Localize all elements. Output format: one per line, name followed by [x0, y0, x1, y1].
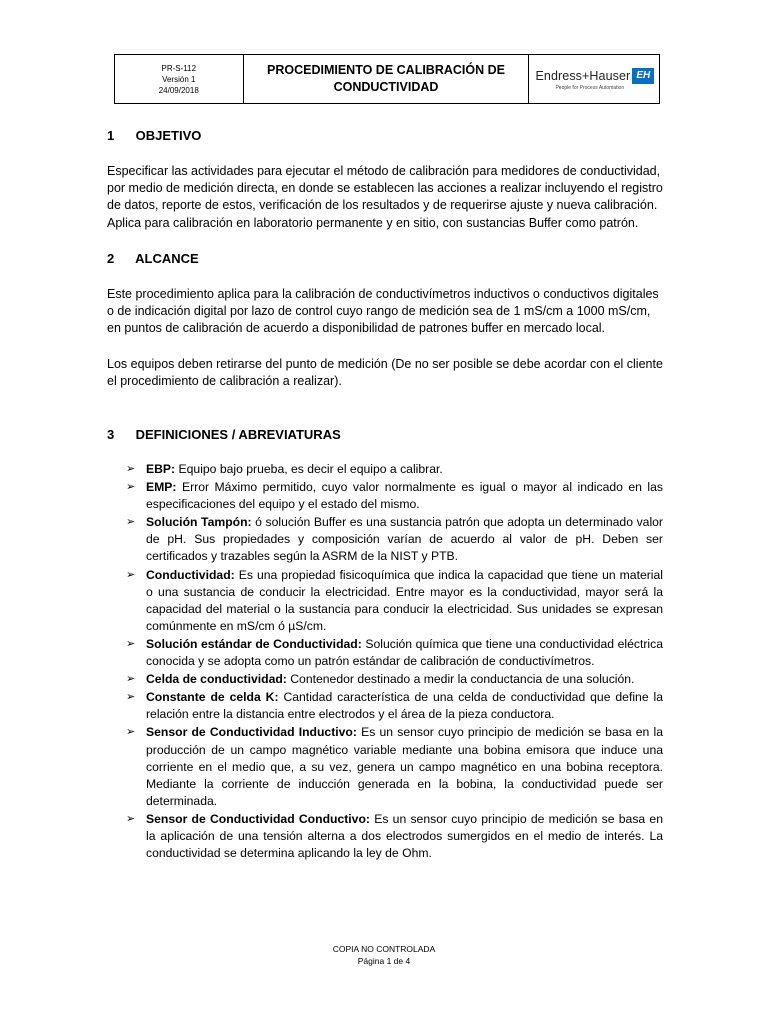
definition-term: Conductividad: [146, 567, 235, 582]
section-2-paragraph-2: Los equipos deben retirarse del punto de medición (De no ser posible se debe acordar con el cliente el procedimiento de calibración a realizar). [107, 357, 663, 389]
definition-text: Solución química que tiene una conductividad eléctrica conocida y se adopta como un patrón estándar de calibración de conductivímetros. [146, 636, 663, 669]
section-1-paragraph: Especificar las actividades para ejecutar el método de calibración para medidores de conductividad, por medio de medición directa, en donde se establecen las acciones a realizar incluyendo el registro de datos, reporte de estos, verificación de los resultados y de requerirse ajuste y nueva calibración. Aplica para calibración en laboratorio permanente y en sitio, con sustancias Buffer como patrón. [107, 164, 663, 230]
definition-item [126, 461, 663, 478]
bullet-arrow-icon: ➢ [126, 568, 136, 581]
bullet-arrow-icon: ➢ [126, 516, 136, 529]
section-1-title: OBJETIVO [135, 128, 202, 143]
footer-page-number: Página 1 de 4 [357, 956, 411, 966]
definition-term: EMP: [146, 480, 177, 495]
definition-item [126, 671, 663, 688]
definition-term: Sensor de Conductividad Conductivo: [146, 811, 370, 826]
document-title-line2: CONDUCTIVIDAD [333, 80, 439, 94]
company-logo-cell [529, 55, 659, 103]
definition-term: Sensor de Conductividad Inductivo: [146, 725, 357, 740]
definition-item [126, 811, 663, 862]
definition-text: ó solución Buffer es una sustancia patrón que adopta un determinado valor de pH. Sus propiedades y composición varían de acuerdo al valor de pH. Deben ser certificados y trazables según la ASRM de la NIST y PTB. [146, 515, 663, 564]
company-logo-text: Endress+Hauser [535, 68, 631, 83]
definition-text: Equipo bajo prueba, es decir el equipo a calibrar. [175, 462, 443, 476]
document-code: PR-S-112 [161, 63, 197, 73]
page-footer [0, 943, 768, 967]
document-version: Versión 1 [162, 74, 196, 84]
section-2-title: ALCANCE [135, 251, 199, 266]
section-2-number: 2 [107, 251, 115, 266]
section-1-heading [107, 128, 201, 143]
document-title-line1: PROCEDIMIENTO DE CALIBRACIÓN DE [267, 63, 505, 77]
definition-text: Cantidad característica de una celda de conductividad que define la relación entre la distancia entre electrodos y el área de la pieza conductora. [146, 690, 663, 722]
definition-item [126, 724, 663, 809]
definition-item [126, 514, 663, 565]
bullet-arrow-icon: ➢ [126, 673, 136, 686]
definition-text: Es un sensor cuyo principio de medición se basa en la aplicación de una tensión alterna a dos electrodos sumergidos en el medio de interés. La conductividad se determina aplicando la ley de Ohm. [146, 811, 663, 861]
definition-text: Error Máximo permitido, cuyo valor normalmente es igual o mayor al indicado en las especificaciones del equipo y el estado del mismo. [146, 480, 663, 512]
section-3-title: DEFINICIONES / ABREVIATURAS [135, 427, 341, 442]
document-meta-cell [115, 55, 244, 103]
definition-term: Celda de conductividad: [146, 672, 287, 687]
document-date: 24/09/2018 [158, 85, 199, 95]
section-3-number: 3 [107, 427, 115, 442]
definition-text: Es un sensor cuyo principio de medición se basa en la producción de un campo magnético variable mediante una bobina emisora que induce una corriente en el medio que, a su vez, genera un campo magnético en una bobina receptora. Mediante la corriente de inducción generada en la bobina, la conductividad puede ser determinada. [146, 725, 663, 808]
definition-term: Solución Tampón: [146, 515, 252, 530]
bullet-arrow-icon: ➢ [126, 812, 136, 825]
footer-copy-notice: COPIA NO CONTROLADA [332, 944, 436, 954]
definition-item [126, 567, 663, 635]
section-1-number: 1 [107, 128, 115, 143]
section-3-heading [107, 427, 341, 442]
bullet-arrow-icon: ➢ [126, 637, 136, 650]
bullet-arrow-icon: ➢ [126, 481, 136, 494]
company-tagline: People for Process Automation [555, 84, 625, 91]
document-title-cell [244, 55, 530, 103]
definition-text: Es una propiedad fisicoquímica que indica la capacidad que tiene un material o una sustancia de conducir la electricidad. Entre mayor es la conductividad, mayor será la capacidad del material o la sustancia para conducir la electricidad. Sus unidades se expresan comúnmente en mS/cm ó µS/cm. [146, 567, 663, 633]
definition-term: Constante de celda K: [146, 690, 279, 705]
definition-item [126, 636, 663, 670]
bullet-arrow-icon: ➢ [126, 463, 136, 475]
definition-term: EBP: [146, 462, 176, 476]
definitions-list [126, 461, 663, 863]
document-header-table [114, 54, 660, 104]
definition-item [126, 689, 663, 723]
section-2-heading [107, 251, 199, 266]
section-2-paragraph-1: Este procedimiento aplica para la calibración de conductivímetros inductivos o conductivos digitales o de indicación digital por lazo de control cuyo rango de medición sea de 1 mS/cm a 1000 mS/cm, en puntos de calibración de acuerdo a disponibilidad de patrones buffer en mercado local. [107, 287, 659, 336]
company-logo [535, 68, 654, 84]
definition-text: Contenedor destinado a medir la conductancia de una solución. [286, 672, 635, 687]
definition-term: Solución estándar de Conductividad: [146, 636, 362, 651]
definition-item [126, 479, 663, 513]
bullet-arrow-icon: ➢ [126, 726, 136, 739]
company-logo-mark-icon: EH [632, 68, 654, 84]
bullet-arrow-icon: ➢ [126, 691, 136, 704]
